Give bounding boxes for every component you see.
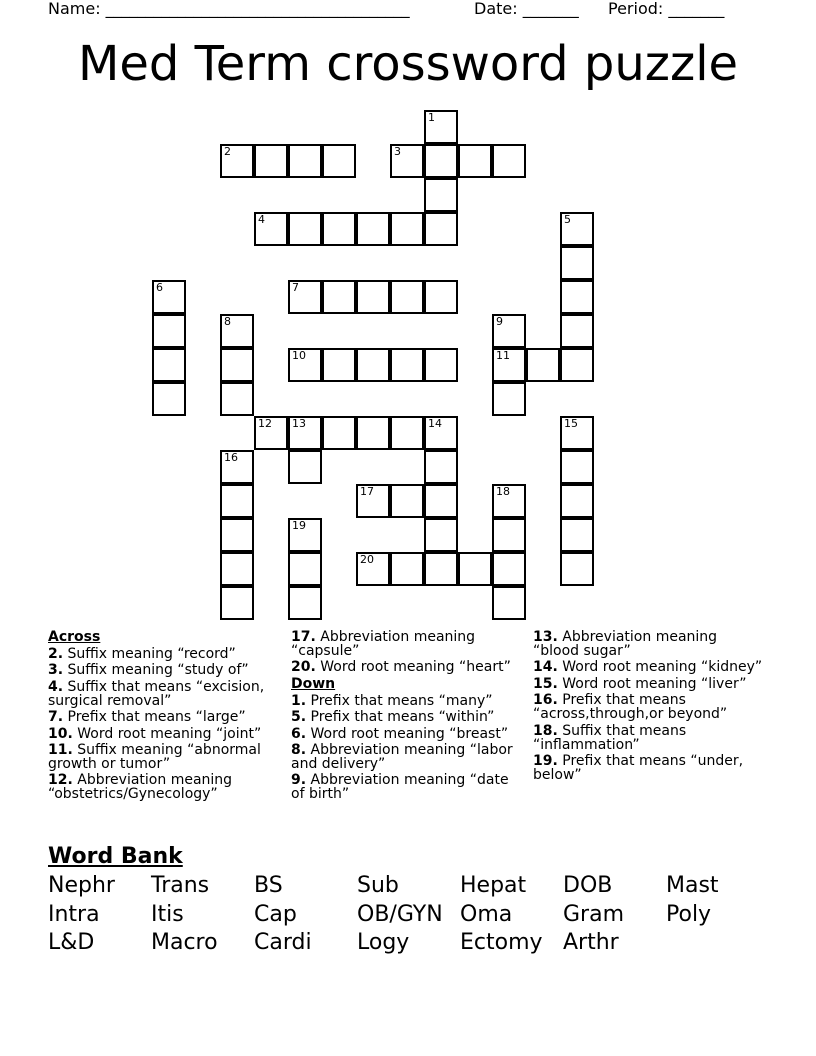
clue-item-text: Abbreviation meaning “date of birth” (291, 772, 509, 803)
crossword-cell[interactable] (560, 450, 594, 484)
clues-column-3 (533, 630, 765, 784)
crossword-cell[interactable] (288, 518, 322, 552)
clue-item (48, 710, 280, 724)
word-bank-word: Poly (666, 901, 712, 927)
crossword-cell[interactable] (492, 144, 526, 178)
crossword-cell[interactable] (390, 144, 424, 178)
clue-item-text: Abbreviation meaning “capsule” (291, 629, 476, 659)
clue-number: 11 (496, 349, 510, 362)
crossword-cell[interactable] (254, 416, 288, 450)
clue-item-number: 11. (48, 741, 73, 758)
crossword-cell[interactable] (220, 586, 254, 620)
crossword-cell[interactable] (390, 552, 424, 586)
word-bank-word: Trans (151, 873, 210, 898)
word-bank-word: Sub (357, 873, 399, 898)
crossword-cell[interactable] (322, 280, 356, 314)
clue-item (291, 773, 523, 801)
clue-item (291, 743, 523, 771)
page-title: Med Term crossword puzzle (77, 36, 739, 92)
crossword-cell[interactable] (152, 280, 186, 314)
clue-item-number: 5. (291, 709, 307, 726)
crossword-cell[interactable] (424, 348, 458, 382)
word-bank-word: DOB (563, 873, 613, 898)
clue-item (291, 630, 523, 658)
clue-item (48, 680, 280, 708)
clue-item-text: Suffix meaning “record” (63, 646, 236, 662)
name-field[interactable]: Name: ______________________________________ (48, 0, 410, 18)
clue-item-number: 4. (48, 678, 64, 695)
crossword-cell[interactable] (424, 552, 458, 586)
crossword-cell[interactable] (560, 552, 594, 586)
clue-item (533, 724, 765, 752)
word-bank-word: Itis (151, 901, 184, 927)
clue-number: 9 (496, 315, 503, 328)
clue-item-text: Suffix meaning “abnormal growth or tumor” (48, 741, 261, 772)
clue-item-text: Suffix meaning “study of” (63, 662, 249, 679)
crossword-cell[interactable] (322, 212, 356, 246)
clue-number: 10 (292, 349, 306, 362)
crossword-cell[interactable] (220, 314, 254, 348)
word-bank-word: Mast (666, 873, 719, 898)
clue-number: 2 (224, 145, 231, 158)
crossword-cell[interactable] (254, 144, 288, 178)
clue-item-text: Prefix that means “within” (306, 709, 495, 726)
clue-item-text: Abbreviation meaning “obstetrics/Gynecology” (48, 772, 233, 803)
crossword-cell[interactable] (356, 348, 390, 382)
clue-item (48, 647, 280, 661)
crossword-cell[interactable] (356, 212, 390, 246)
crossword-cell[interactable] (288, 280, 322, 314)
crossword-cell[interactable] (322, 416, 356, 450)
crossword-cell[interactable] (390, 348, 424, 382)
across-heading: Across (48, 629, 101, 645)
crossword-cell[interactable] (220, 348, 254, 382)
crossword-cell[interactable] (288, 416, 322, 450)
clue-item-number: 19. (533, 752, 558, 769)
clue-item-number: 18. (533, 722, 558, 739)
clue-item-number: 16. (533, 692, 558, 709)
clue-item-number: 3. (48, 662, 64, 679)
down-heading: Down (291, 675, 336, 692)
crossword-cell[interactable] (288, 552, 322, 586)
crossword-cell[interactable] (220, 552, 254, 586)
crossword-cell[interactable] (288, 348, 322, 382)
word-bank-word: OB/GYN (357, 901, 443, 927)
crossword-cell[interactable] (390, 212, 424, 246)
clue-number: 17 (360, 485, 374, 498)
clue-item (48, 743, 280, 771)
crossword-cell[interactable] (424, 144, 458, 178)
crossword-cell[interactable] (492, 518, 526, 552)
clue-number: 13 (292, 417, 306, 430)
clue-item (533, 754, 765, 782)
crossword-cell[interactable] (560, 348, 594, 382)
clues-column-1 (48, 630, 280, 804)
clue-item-text: Abbreviation meaning “labor and delivery” (291, 741, 513, 772)
word-bank-word: Arthr (563, 930, 619, 955)
word-bank-word: Cap (254, 901, 297, 927)
clue-item (291, 660, 523, 674)
crossword-cell[interactable] (492, 382, 526, 416)
date-field[interactable]: Date: _______ (474, 0, 579, 18)
clue-item-number: 20. (291, 659, 316, 676)
clue-item-text: Prefix that means “across,through,or beyond” (533, 692, 728, 723)
clue-item-number: 6. (291, 725, 307, 742)
crossword-cell[interactable] (560, 484, 594, 518)
clue-number: 19 (292, 519, 306, 532)
clue-item-text: Word root meaning “kidney” (557, 659, 763, 676)
crossword-cell[interactable] (322, 348, 356, 382)
crossword-cell[interactable] (356, 280, 390, 314)
clue-item (48, 663, 280, 677)
crossword-cell[interactable] (356, 484, 390, 518)
clue-item-number: 12. (48, 772, 73, 789)
clue-number: 1 (428, 111, 435, 124)
crossword-cell[interactable] (424, 518, 458, 552)
crossword-cell[interactable] (152, 382, 186, 416)
clue-number: 3 (394, 145, 401, 158)
clue-item (291, 694, 523, 708)
word-bank-word: Nephr (48, 873, 115, 898)
crossword-cell[interactable] (390, 416, 424, 450)
clue-number: 4 (258, 213, 265, 226)
clue-item-number: 7. (48, 709, 64, 726)
clue-number: 16 (224, 451, 238, 464)
crossword-cell[interactable] (220, 518, 254, 552)
word-bank-word: Gram (563, 901, 625, 927)
crossword-cell[interactable] (220, 484, 254, 518)
clue-item-number: 2. (48, 646, 64, 662)
crossword-cell[interactable] (220, 144, 254, 178)
word-bank-word: L&D (48, 930, 95, 955)
clue-item (291, 710, 523, 724)
crossword-cell[interactable] (322, 144, 356, 178)
clue-number: 18 (496, 485, 510, 498)
clue-item-number: 10. (48, 725, 73, 742)
clue-item-number: 13. (533, 629, 558, 645)
crossword-cell[interactable] (492, 552, 526, 586)
clue-item-number: 15. (533, 675, 558, 692)
clue-item-text: Prefix that means “under, below” (533, 752, 744, 783)
clue-item (533, 677, 765, 691)
word-bank-word: Cardi (254, 930, 312, 955)
clue-item-text: Prefix that means “many” (306, 692, 493, 709)
word-bank-word: Oma (460, 901, 513, 927)
clue-item-text: Suffix that means “inflammation” (533, 722, 687, 753)
crossword-cell[interactable] (356, 416, 390, 450)
clue-number: 20 (360, 553, 374, 566)
clue-item (48, 727, 280, 741)
clue-number: 15 (564, 417, 578, 430)
crossword-cell[interactable] (560, 314, 594, 348)
crossword-cell[interactable] (356, 552, 390, 586)
clue-item-text: Word root meaning “liver” (557, 675, 747, 692)
crossword-cell[interactable] (424, 280, 458, 314)
period-field[interactable]: Period: _______ (608, 0, 725, 18)
crossword-cell[interactable] (288, 144, 322, 178)
clue-number: 6 (156, 281, 163, 294)
crossword-cell[interactable] (560, 280, 594, 314)
crossword-cell[interactable] (458, 552, 492, 586)
clue-item-text: Prefix that means “large” (63, 709, 246, 726)
clue-item-number: 8. (291, 741, 307, 758)
crossword-cell[interactable] (492, 348, 526, 382)
clue-number: 14 (428, 417, 442, 430)
clues-column-2 (291, 630, 523, 804)
crossword-cell[interactable] (424, 450, 458, 484)
crossword-cell[interactable] (424, 178, 458, 212)
clue-item (291, 727, 523, 741)
crossword-cell[interactable] (424, 484, 458, 518)
clue-item-text: Word root meaning “joint” (72, 725, 262, 742)
crossword-cell[interactable] (560, 416, 594, 450)
crossword-cell[interactable] (458, 144, 492, 178)
clue-item-number: 14. (533, 659, 558, 676)
clue-number: 7 (292, 281, 299, 294)
crossword-cell[interactable] (424, 212, 458, 246)
word-bank-word: Logy (357, 930, 410, 955)
clue-item (533, 630, 765, 658)
word-bank-title: Word Bank (48, 844, 183, 869)
word-bank-word: Macro (151, 930, 218, 955)
clue-item-number: 17. (291, 629, 316, 645)
word-bank-word: Ectomy (460, 930, 543, 955)
crossword-cell[interactable] (220, 450, 254, 484)
clue-number: 8 (224, 315, 231, 328)
word-bank-word: Hepat (460, 873, 527, 898)
crossword-cell[interactable] (560, 246, 594, 280)
crossword-cell[interactable] (492, 484, 526, 518)
crossword-cell[interactable] (288, 450, 322, 484)
crossword-cell[interactable] (152, 314, 186, 348)
clue-item-number: 1. (291, 692, 307, 709)
clue-item-text: Abbreviation meaning “blood sugar” (533, 629, 718, 659)
clue-item-text: Word root meaning “breast” (306, 725, 509, 742)
crossword-cell[interactable] (254, 212, 288, 246)
clue-item-text: Suffix that means “excision, surgical removal” (48, 678, 265, 709)
crossword-cell[interactable] (288, 212, 322, 246)
crossword-cell[interactable] (220, 382, 254, 416)
clue-number: 5 (564, 213, 571, 226)
clue-item (533, 693, 765, 721)
crossword-cell[interactable] (288, 586, 322, 620)
word-bank-word: Intra (48, 901, 100, 927)
clue-item-text: Word root meaning “heart” (315, 659, 511, 676)
crossword-cell[interactable] (390, 280, 424, 314)
crossword-cell[interactable] (560, 212, 594, 246)
crossword-cell[interactable] (424, 416, 458, 450)
crossword-cell[interactable] (492, 314, 526, 348)
crossword-cell[interactable] (526, 348, 560, 382)
clue-item-number: 9. (291, 772, 307, 789)
crossword-cell[interactable] (424, 110, 458, 144)
crossword-cell[interactable] (152, 348, 186, 382)
crossword-cell[interactable] (560, 518, 594, 552)
clue-item (48, 773, 280, 801)
clue-item (533, 660, 765, 674)
word-bank-word: BS (254, 873, 283, 898)
crossword-cell[interactable] (492, 586, 526, 620)
clue-number: 12 (258, 417, 272, 430)
crossword-cell[interactable] (390, 484, 424, 518)
